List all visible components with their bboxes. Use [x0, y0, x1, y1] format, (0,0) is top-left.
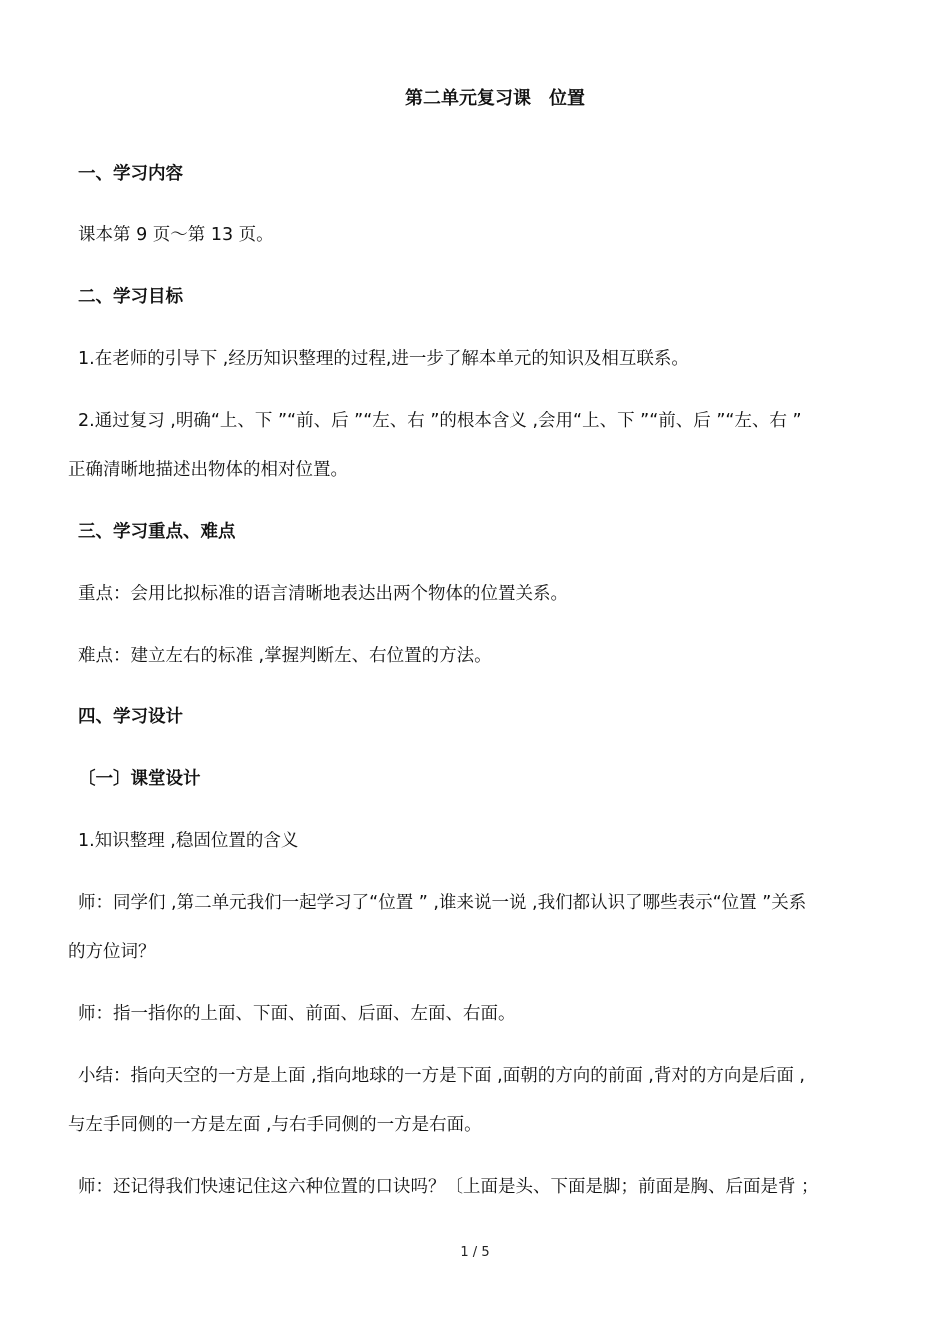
summary-line-1: 小结：指向天空的一方是上面 ,指向地球的一方是下面 ,面朝的方向的前面 ,背对的方向是后面 , — [78, 1066, 805, 1086]
heading-learning-content: 一、学习内容 — [78, 164, 183, 184]
teacher-question-line-2: 的方位词？ — [68, 942, 156, 962]
heading-learning-goals: 二、学习目标 — [78, 287, 183, 307]
paragraph-pages: 课本第 9 页～第 13 页。 — [78, 225, 274, 245]
heading-key-points: 三、学习重点、难点 — [78, 522, 236, 542]
goal-2-line-1: 2.通过复习 ,明确“上、下 ”“前、后 ”“左、右 ”的根本含义 ,会用“上、下 ”“前、后 ”“左、右 ” — [78, 411, 802, 431]
page-number: 1 / 5 — [460, 1245, 490, 1260]
goal-1: 1.在老师的引导下 ,经历知识整理的过程,进一步了解本单元的知识及相互联系。 — [78, 349, 689, 369]
step-1: 1.知识整理 ,稳固位置的含义 — [78, 831, 299, 851]
teacher-mnemonic: 师：还记得我们快速记住这六种位置的口诀吗？〔上面是头、下面是脚；前面是胸、后面是背 ； — [78, 1177, 819, 1197]
teacher-instruction: 师：指一指你的上面、下面、前面、后面、左面、右面。 — [78, 1004, 516, 1024]
subheading-class-design: 〔一〕课堂设计 — [78, 769, 201, 789]
goal-2-line-2: 正确清晰地描述出物体的相对位置。 — [68, 460, 348, 480]
teacher-question-line-1: 师：同学们 ,第二单元我们一起学习了“位置 ” ,谁来说一说 ,我们都认识了哪些表示“位置 ”关系 — [78, 893, 807, 913]
key-point: 重点：会用比拟标准的语言清晰地表达出两个物体的位置关系。 — [78, 584, 568, 604]
page-title: 第二单元复习课 位置 — [405, 88, 585, 109]
heading-learning-design: 四、学习设计 — [78, 707, 183, 727]
difficult-point: 难点：建立左右的标准 ,掌握判断左、右位置的方法。 — [78, 646, 492, 666]
summary-line-2: 与左手同侧的一方是左面 ,与右手同侧的一方是右面。 — [68, 1115, 482, 1135]
